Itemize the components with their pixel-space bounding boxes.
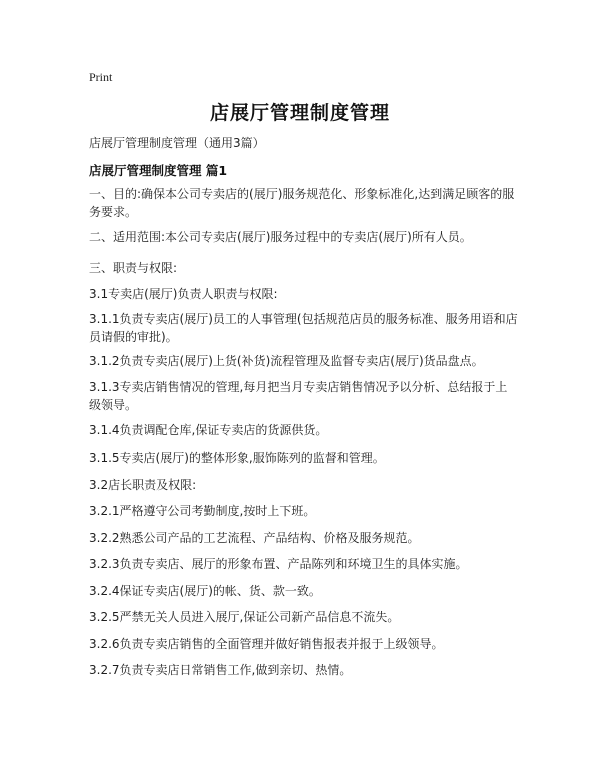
paragraph-scope: 二、适用范围:本公司专卖店(展厅)服务过程中的专卖店(展厅)所有人员。	[89, 230, 472, 244]
paragraph-responsibilities: 三、职责与权限:	[89, 261, 178, 275]
paragraph-3-1-3: 3.1.3专卖店销售情况的管理,每月把当月专卖店销售情况予以分析、总结报于上级领导。	[89, 380, 508, 412]
paragraph-3-1-4: 3.1.4负责调配仓库,保证专卖店的货源供货。	[89, 423, 328, 437]
paragraph-3-2-7: 3.2.7负责专卖店日常销售工作,做到亲切、热情。	[89, 663, 352, 677]
paragraph-3-1: 3.1专卖店(展厅)负责人职责与权限:	[89, 287, 278, 301]
paragraph-3-2-1: 3.2.1严格遵守公司考勤制度,按时上下班。	[89, 504, 316, 518]
paragraph-3-2-3: 3.2.3负责专卖店、展厅的形象布置、产品陈列和环境卫生的具体实施。	[89, 557, 468, 571]
document-subtitle: 店展厅管理制度管理（通用3篇）	[89, 136, 265, 150]
paragraph-3-2: 3.2店长职责及权限:	[89, 478, 197, 492]
paragraph-3-2-4: 3.2.4保证专卖店(展厅)的帐、货、款一致。	[89, 584, 321, 598]
paragraph-3-2-6: 3.2.6负责专卖店销售的全面管理并做好销售报表并报于上级领导。	[89, 637, 444, 651]
paragraph-3-2-2: 3.2.2熟悉公司产品的工艺流程、产品结构、价格及服务规范。	[89, 531, 420, 545]
print-label: Print	[89, 70, 113, 84]
paragraph-3-1-5: 3.1.5专卖店(展厅)的整体形象,服饰陈列的监督和管理。	[89, 451, 385, 465]
paragraph-3-2-5: 3.2.5严禁无关人员进入展厅,保证公司新产品信息不流失。	[89, 610, 400, 624]
section-heading: 店展厅管理制度管理 篇1	[89, 163, 228, 178]
page-title: 店展厅管理制度管理	[209, 102, 390, 124]
paragraph-3-1-1: 3.1.1负责专卖店(展厅)员工的人事管理(包括规范店员的服务标准、服务用语和店员请假的审批)。	[89, 312, 518, 344]
paragraph-3-1-2: 3.1.2负责专卖店(展厅)上货(补货)流程管理及监督专卖店(展厅)货品盘点。	[89, 354, 484, 368]
paragraph-purpose: 一、目的:确保本公司专卖店的(展厅)服务规范化、形象标准化,达到满足顾客的服务要求。	[89, 187, 515, 219]
